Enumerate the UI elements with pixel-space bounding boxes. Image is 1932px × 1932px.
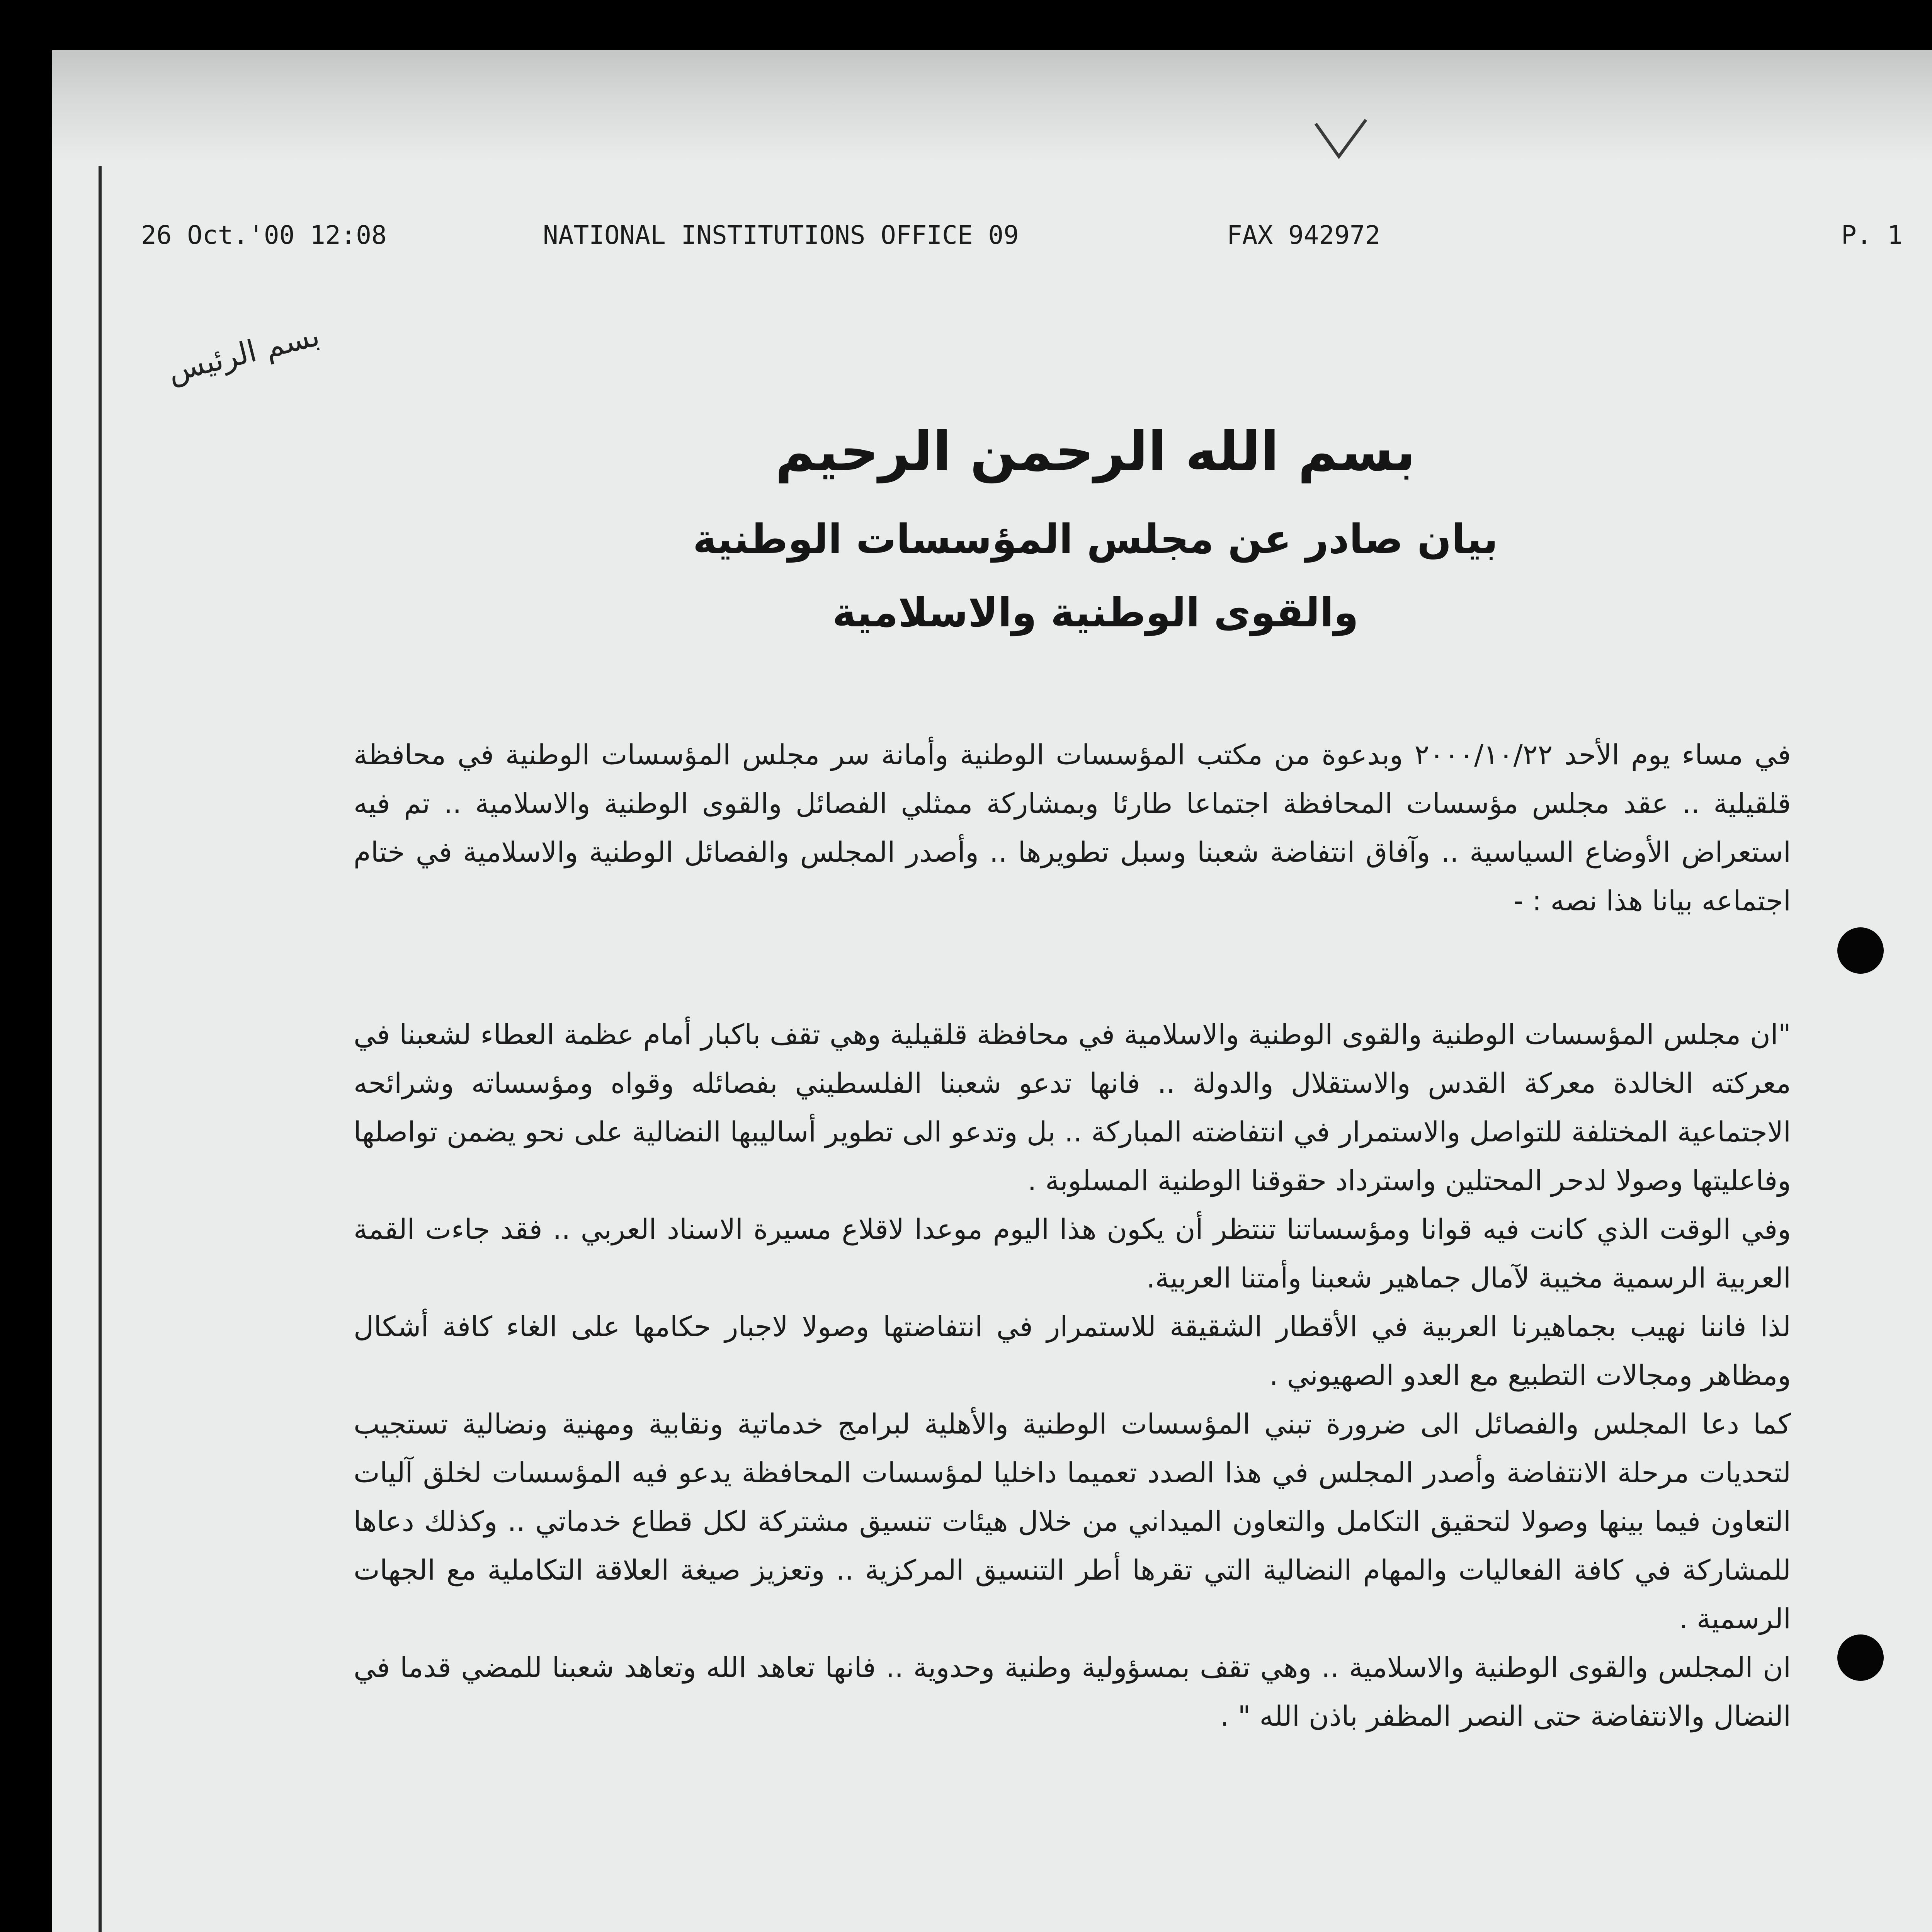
document-body bbox=[354, 730, 1791, 1740]
punch-hole bbox=[1837, 1634, 1884, 1681]
statement-paragraph-2: وفي الوقت الذي كانت فيه قوانا ومؤسساتنا تنتظر أن يكون هذا اليوم موعدا لاقلاع مسيرة الاسناد العربي .. فقد جاءت القمة العربية الرسمية مخيبة لآمال جماهير شعبنا وأمتنا العربية. bbox=[354, 1213, 1791, 1294]
fax-page-number: P. 1 bbox=[1841, 220, 1903, 250]
fax-header bbox=[141, 220, 1903, 263]
tick-mark-icon bbox=[1312, 116, 1370, 162]
statement-paragraph-3: لذا فاننا نهيب بجماهيرنا العربية في الأقطار الشقيقة للاستمرار في انتفاضتها وصولا لاجبار حكامها على الغاء كافة أشكال ومظاهر ومجالات التطبيع مع العدو الصهيوني . bbox=[354, 1310, 1791, 1391]
intro-paragraph: في مساء يوم الأحد ٢٠٠٠/١٠/٢٢ وبدعوة من مكتب المؤسسات الوطنية وأمانة سر مجلس المؤسسات الوطنية في محافظة قلقيلية .. عقد مجلس مؤسسات المحافظة اجتماعا طارئا وبمشاركة ممثلي الفصائل والقوى الوطنية والاسلامية .. تم فيه استعراض الأوضاع السياسية .. وآفاق انتفاضة شعبنا وسبل تطويرها .. وأصدر المجلس والفصائل الوطنية والاسلامية في ختام اجتماعه بيانا هذا نصه : - bbox=[354, 738, 1791, 917]
statement-paragraph-1: "ان مجلس المؤسسات الوطنية والقوى الوطنية والاسلامية في محافظة قلقيلية وهي تقف باكبار أمام عظمة العطاء لشعبنا في معركته الخالدة معركة القدس والاستقلال والدولة .. فانها تدعو شعبنا الفلسطيني بفصائله وقواه ومؤسساته وشرائحه الاجتماعية المختلفة للتواصل والاستمرار في انتفاضته المباركة .. بل وتدعو الى تطوير أساليبها النضالية على نحو يضمن تواصلها وفاعليتها وصولا لدحر المحتلين واسترداد حقوقنا الوطنية المسلوبة . bbox=[354, 1018, 1791, 1197]
statement-paragraph-5: ان المجلس والقوى الوطنية والاسلامية .. وهي تقف بمسؤولية وطنية وحدوية .. فانها تعاهد الله وتعاهد شعبنا للمضي قدما في النضال والانتفاضة حتى النصر المظفر باذن الله " . bbox=[354, 1651, 1791, 1732]
basmala: بسم الله الرحمن الرحيم bbox=[775, 420, 1416, 483]
fax-office-name: NATIONAL INSTITUTIONS OFFICE 09 bbox=[543, 220, 1019, 250]
statement-paragraph-4: كما دعا المجلس والفصائل الى ضرورة تبني المؤسسات الوطنية والأهلية لبرامج خدماتية ونقابية ومهنية ونضالية تستجيب لتحديات مرحلة الانتفاضة وأصدر المجلس في هذا الصدد تعميما داخليا لمؤسسات المحافظة يدعو فيه المؤسسات لخلق آليات التعاون فيما بينها وصولا لتحقيق التكامل والتعاون الميداني من خلال هيئات تنسيق مشتركة لكل قطاع خدماتي .. وكذلك دعاها للمشاركة في كافة الفعاليات والمهام النضالية التي تقرها أطر التنسيق المركزية .. وتعزيز صيغة العلاقة التكاملية مع الجهات الرسمية . bbox=[354, 1408, 1791, 1635]
fax-top-smudge bbox=[52, 50, 1932, 162]
fax-date-time: 26 Oct.'00 12:08 bbox=[141, 220, 387, 250]
title-line-1: بيان صادر عن مجلس المؤسسات الوطنية bbox=[693, 515, 1498, 563]
margin-line bbox=[99, 166, 102, 1932]
title-block bbox=[554, 413, 1636, 649]
handwritten-note: بسم الرئيس bbox=[164, 318, 323, 389]
fax-number: FAX 942972 bbox=[1227, 220, 1381, 250]
punch-hole bbox=[1837, 927, 1884, 974]
document-page bbox=[52, 50, 1932, 1932]
title-line-2: والقوى الوطنية والاسلامية bbox=[832, 589, 1359, 636]
